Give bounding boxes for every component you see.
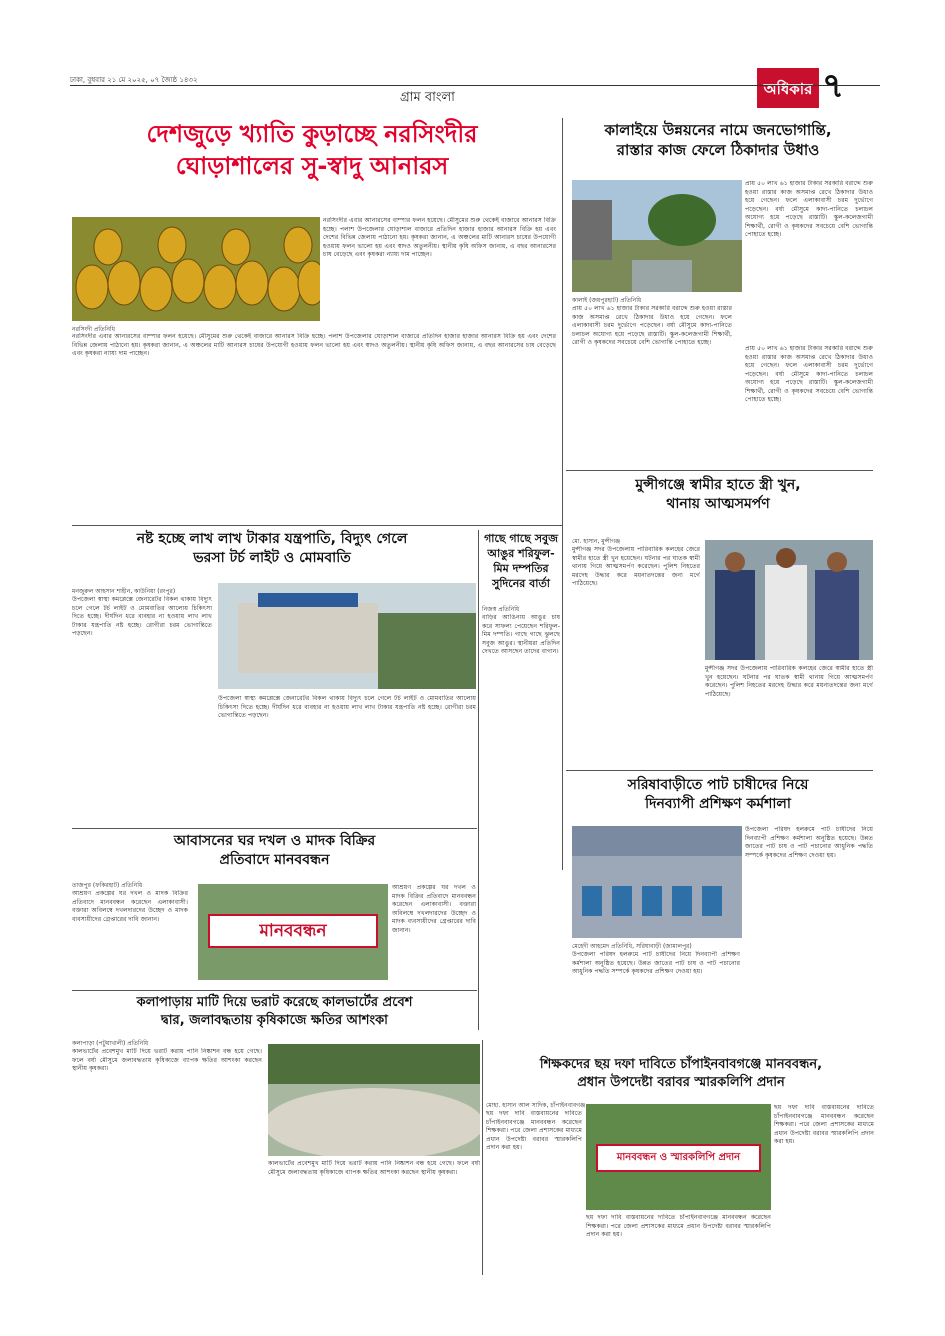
torch-article [72, 530, 472, 568]
housing-banner: মানববন্ধন [208, 914, 378, 948]
headline-line-1: দেশজুড়ে খ্যাতি কুড়াচ্ছে নরসিংদীর [146, 120, 478, 148]
munshiganj-photo [705, 540, 873, 660]
kalai-headline-2: রাস্তার কাজ ফেলে ঠিকাদার উধাও [616, 141, 820, 160]
kalapara-caption: কলাপাড়া (পটুয়াখালী) প্রতিনিধি [72, 1040, 149, 1047]
pineapple-body-1: নরসিংদীর এবার আনারসের বাম্পার ফলন হয়েছে। মৌসুমের শুরু থেকেই বাজারে আনারস বিক্রি হচ্ছে। পলাশ উপজেলার ঘোড়াশাল বাজারে প্রতিদিন হাজার হাজার আনারস বিক্রি হয় এবং দেশের বিভিন্ন জেলায় পাঠানো হয়। কৃষকরা জানান, এ অঞ্চলের মাটি আনারস চাষের উপযোগী হওয়ায় ফলন ভালো হয় এবং স্বাদও অতুলনীয়। স্থানীয় কৃষি অফিস জানায়, এ বছর আনারসের চাষ বেড়েছে এবং কৃষকরা ন্যায্য দাম পাচ্ছেন। [323, 217, 556, 258]
date-line: ঢাকা, বুধবার ২১ মে ২০২৫, ০৭ জ্যৈষ্ঠ ১৪৩২ [70, 76, 198, 84]
teachers-body-1: ছয় দফা দাবি বাস্তবায়নের দাবিতে চাঁপাইনবাবগঞ্জে মানববন্ধন করেছেন শিক্ষকরা। পরে জেলা প্রশাসকের মাধ্যমে প্রধান উপদেষ্টা বরাবর স্মারকলিপি প্রদান করা হয়। [486, 1110, 582, 1151]
grapes-body: বাড়ির আঙিনায় আঙুর চাষ করে সাফল্য পেয়েছেন শরিফুল-মিম দম্পতি। গাছে গাছে ঝুলছে সবুজ আঙুর। স্থানীয়রা প্রতিদিন দেখতে আসছেন তাদের বাগান। [482, 614, 560, 655]
housing-caption: তাজপুর (ফকিরহাট) প্রতিনিধি [72, 882, 143, 889]
housing-headline-2: প্রতিবাদে মানববন্ধন [219, 851, 330, 868]
column-divider [482, 1040, 483, 1275]
sariakandi-body-1: উপজেলা পরিষদ হলরুমে পাট চাষীদের নিয়ে দিনব্যাপী প্রশিক্ষণ কর্মশালা অনুষ্ঠিত হয়েছে। উন্নত জাতের পাট চাষ ও পাট পচানোর আধুনিক পদ্ধতি সম্পর্কে কৃষকদের প্রশিক্ষণ দেওয়া হয়। [745, 826, 873, 859]
munshiganj-article [566, 476, 870, 514]
logo-text: অধিকার [763, 80, 813, 98]
divider [566, 770, 873, 771]
teachers-headline-2: প্রধান উপদেষ্টা বরাবর স্মারকলিপি প্রদান [577, 1074, 785, 1090]
kalapara-headline-1: কলাপাড়ায় মাটি দিয়ে ভরাট করেছে কালভার্টের প্রবেশ [136, 995, 413, 1010]
munshiganj-headline-1: মুন্সীগঞ্জে স্বামীর হাতে স্ত্রী খুন, [635, 477, 801, 493]
torch-headline-2: ভরসা টর্চ লাইট ও মোমবাতি [193, 549, 351, 566]
column-divider [562, 118, 563, 870]
teachers-photo [586, 1104, 771, 1210]
headline-line-2: ঘোড়াশালের সু-স্বাদু আনারস [175, 152, 449, 181]
housing-headline-1: আবাসনের ঘর দখল ও মাদক বিক্রির [173, 833, 376, 849]
teachers-caption: মোহা. হাসান আল সাদিক, চাঁপাইনবাবগঞ্জ [486, 1102, 586, 1109]
teachers-body-2: ছয় দফা দাবি বাস্তবায়নের দাবিতে চাঁপাইনবাবগঞ্জে মানববন্ধন করেছেন শিক্ষকরা। পরে জেলা প্রশাসকের মাধ্যমে প্রধান উপদেষ্টা বরাবর স্মারকলিপি প্রদান করা হয়। [774, 1104, 874, 1145]
header-rule [70, 85, 880, 86]
pineapple-body-2: নরসিংদীর এবার আনারসের বাম্পার ফলন হয়েছে। মৌসুমের শুরু থেকেই বাজারে আনারস বিক্রি হচ্ছে। পলাশ উপজেলার ঘোড়াশাল বাজারে প্রতিদিন হাজার হাজার আনারস বিক্রি হয় এবং দেশের বিভিন্ন জেলায় পাঠানো হয়। কৃষকরা জানান, এ অঞ্চলের মাটি আনারস চাষের উপযোগী হওয়ায় ফলন ভালো হয় এবং স্বাদও অতুলনীয়। স্থানীয় কৃষি অফিস জানায়, এ বছর আনারসের চাষ বেড়েছে এবং কৃষকরা ন্যায্য দাম পাচ্ছেন। [72, 333, 556, 357]
sariakandi-headline-1: সরিষাবাড়ীতে পাট চাষীদের নিয়ে [627, 777, 809, 793]
kalai-body-3: প্রায় ৫০ লাখ ৬১ হাজার টাকার সরকারি বরাদ্দে শুরু হওয়া রাস্তার কাজ অসমাপ্ত রেখে ঠিকাদার উধাও হয়ে গেছেন। ফলে এলাকাবাসী চরম দুর্ভোগে পড়েছেন। বর্ষা মৌসুমে কাদা-পানিতে চলাচল অযোগ্য হয়ে পড়েছে রাস্তাটি। স্কুল-কলেজগামী শিক্ষার্থী, রোগী ও কৃষকদের সবচেয়ে বেশি ভোগান্তি পোহাতে হচ্ছে। [745, 345, 873, 403]
housing-body-1: আশ্রয়ণ প্রকল্পের ঘর দখল ও মাদক বিক্রির প্রতিবাদে মানববন্ধন করেছেন এলাকাবাসী। বক্তারা অবিলম্বে দখলদারদের উচ্ছেদ ও মাদক ব্যবসায়ীদের গ্রেপ্তারের দাবি জানান। [72, 890, 188, 923]
kalai-body-2: প্রায় ৫০ লাখ ৬১ হাজার টাকার সরকারি বরাদ্দে শুরু হওয়া রাস্তার কাজ অসমাপ্ত রেখে ঠিকাদার উধাও হয়ে গেছেন। ফলে এলাকাবাসী চরম দুর্ভোগে পড়েছেন। বর্ষা মৌসুমে কাদা-পানিতে চলাচল অযোগ্য হয়ে পড়েছে রাস্তাটি। স্কুল-কলেজগামী শিক্ষার্থী, রোগী ও কৃষকদের সবচেয়ে বেশি ভোগান্তি পোহাতে হচ্ছে। [572, 305, 732, 346]
housing-article [72, 832, 477, 870]
sariakandi-article [566, 776, 870, 814]
munshiganj-caption: মো. হাসান, মুন্সীগঞ্জ [572, 538, 621, 545]
sariakandi-caption: মেহেদী আহমেদ প্রতিনিধি, সরিষাবাড়ী (জামালপুর) [572, 943, 692, 950]
divider [566, 470, 873, 471]
torch-body-2: উপজেলা স্বাস্থ্য কমপ্লেক্সে জেনারেটর বিকল থাকায় বিদ্যুৎ চলে গেলে টর্চ লাইট ও মোমবাতির আলোয় চিকিৎসা দিতে হচ্ছে। দীর্ঘদিন ধরে ব্যবহার না হওয়ায় লাখ লাখ টাকার যন্ত্রপাতি নষ্ট হচ্ছে। রোগীরা চরম ভোগান্তিতে পড়ছেন। [218, 695, 476, 719]
teachers-article [486, 1056, 876, 1091]
section-title: গ্রাম বাংলা [400, 90, 455, 105]
divider [72, 525, 562, 526]
kalapara-body-1: কালভার্টের প্রবেশমুখ মাটি দিয়ে ভরাট করায় পানি নিষ্কাশন বন্ধ হয়ে গেছে। ফলে বর্ষা মৌসুমে জলাবদ্ধতায় কৃষিকাজে ব্যাপক ক্ষতির আশংকা করছেন স্থানীয় কৃষকরা। [72, 1048, 262, 1072]
kalai-article [566, 120, 870, 161]
sariakandi-body-2: উপজেলা পরিষদ হলরুমে পাট চাষীদের নিয়ে দিনব্যাপী প্রশিক্ষণ কর্মশালা অনুষ্ঠিত হয়েছে। উন্নত জাতের পাট চাষ ও পাট পচানোর আধুনিক পদ্ধতি সম্পর্কে কৃষকদের প্রশিক্ষণ দেওয়া হয়। [572, 951, 740, 975]
page-number: ৭ [822, 66, 845, 106]
divider [72, 828, 477, 829]
divider [72, 990, 477, 991]
kalapara-article [72, 994, 477, 1029]
housing-body-2: আশ্রয়ণ প্রকল্পের ঘর দখল ও মাদক বিক্রির প্রতিবাদে মানববন্ধন করেছেন এলাকাবাসী। বক্তারা অবিলম্বে দখলদারদের উচ্ছেদ ও মাদক ব্যবসায়ীদের গ্রেপ্তারের দাবি জানান। [392, 884, 476, 934]
munshiganj-body-1: মুন্সীগঞ্জ সদর উপজেলায় পারিবারিক কলহের জেরে স্বামীর হাতে স্ত্রী খুন হয়েছেন। ঘটনার পর ঘাতক স্বামী থানায় গিয়ে আত্মসমর্পণ করেছেন। পুলিশ নিহতের মরদেহ উদ্ধার করে ময়নাতদন্তের জন্য মর্গে পাঠিয়েছে। [572, 546, 700, 587]
grapes-caption: নিজস্ব প্রতিনিধি [482, 606, 520, 613]
munshiganj-headline-2: থানায় আত্মসমর্পণ [666, 495, 770, 512]
kalapara-headline-2: দ্বার, জলাবদ্ধতায় কৃষিকাজে ক্ষতির আশংকা [161, 1012, 388, 1028]
kalai-body-1: প্রায় ৫০ লাখ ৬১ হাজার টাকার সরকারি বরাদ্দে শুরু হওয়া রাস্তার কাজ অসমাপ্ত রেখে ঠিকাদার উধাও হয়ে গেছেন। ফলে এলাকাবাসী চরম দুর্ভোগে পড়েছেন। বর্ষা মৌসুমে কাদা-পানিতে চলাচল অযোগ্য হয়ে পড়েছে রাস্তাটি। স্কুল-কলেজগামী শিক্ষার্থী, রোগী ও কৃষকদের সবচেয়ে বেশি ভোগান্তি পোহাতে হচ্ছে। [745, 180, 873, 238]
pineapple-photo [72, 217, 320, 321]
teachers-headline-1: শিক্ষকদের ছয় দফা দাবিতে চাঁপাইনবাবগঞ্জে মানববন্ধন, [539, 1057, 823, 1072]
column-divider [478, 530, 479, 1030]
torch-body-1: উপজেলা স্বাস্থ্য কমপ্লেক্সে জেনারেটর বিকল থাকায় বিদ্যুৎ চলে গেলে টর্চ লাইট ও মোমবাতির আলোয় চিকিৎসা দিতে হচ্ছে। দীর্ঘদিন ধরে ব্যবহার না হওয়ায় লাখ লাখ টাকার যন্ত্রপাতি নষ্ট হচ্ছে। রোগীরা চরম ভোগান্তিতে পড়ছেন। [72, 596, 212, 637]
kalapara-body-2: কালভার্টের প্রবেশমুখ মাটি দিয়ে ভরাট করায় পানি নিষ্কাশন বন্ধ হয়ে গেছে। ফলে বর্ষা মৌসুমে জলাবদ্ধতায় কৃষিকাজে ব্যাপক ক্ষতির আশংকা করছেন স্থানীয় কৃষকরা। [268, 1160, 480, 1176]
housing-photo [198, 884, 388, 980]
torch-photo [218, 583, 476, 689]
munshiganj-body-2: মুন্সীগঞ্জ সদর উপজেলায় পারিবারিক কলহের জেরে স্বামীর হাতে স্ত্রী খুন হয়েছেন। ঘটনার পর ঘাতক স্বামী থানায় গিয়ে আত্মসমর্পণ করেছেন। পুলিশ নিহতের মরদেহ উদ্ধার করে ময়নাতদন্তের জন্য মর্গে পাঠিয়েছে। [705, 665, 873, 698]
pineapple-caption: নরসিংদী প্রতিনিধি [72, 326, 115, 333]
pineapple-article [72, 118, 552, 183]
kalai-caption: কালাই (জয়পুরহাট) প্রতিনিধি [572, 297, 642, 304]
grapes-headline: গাছে গাছে সবুজ আঙুর শরিফুল-মিম দম্পতির সুদিনের বার্তা [484, 532, 558, 590]
kalapara-photo [268, 1044, 480, 1156]
kalai-headline-1: কালাইয়ে উন্নয়নের নামে জনভোগান্তি, [604, 121, 832, 139]
teachers-body-3: ছয় দফা দাবি বাস্তবায়নের দাবিতে চাঁপাইনবাবগঞ্জে মানববন্ধন করেছেন শিক্ষকরা। পরে জেলা প্রশাসকের মাধ্যমে প্রধান উপদেষ্টা বরাবর স্মারকলিপি প্রদান করা হয়। [586, 1214, 771, 1238]
sariakandi-headline-2: দিনব্যাপী প্রশিক্ষণ কর্মশালা [645, 795, 791, 812]
torch-caption: মনজুরুল আহসান শাহীন, কাউনিয়া (রংপুর) [72, 588, 176, 595]
kalai-photo [572, 180, 742, 292]
teachers-banner: মানববন্ধন ও স্মারকলিপি প্রদান [596, 1144, 761, 1172]
sariakandi-photo [572, 826, 742, 938]
torch-headline-1: নষ্ট হচ্ছে লাখ লাখ টাকার যন্ত্রপাতি, বিদ্যুৎ গেলে [136, 531, 408, 547]
